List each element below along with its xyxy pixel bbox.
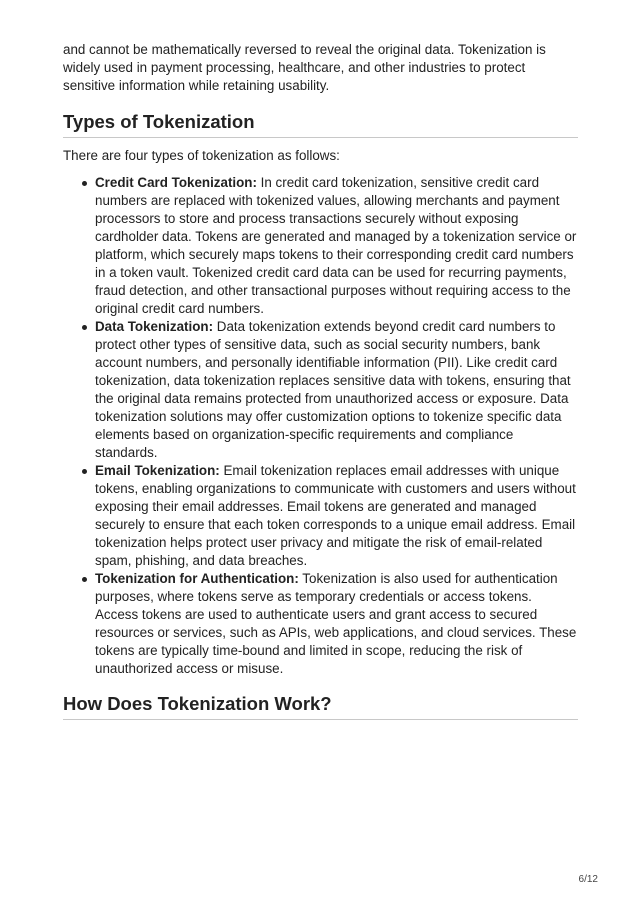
types-heading: Types of Tokenization [63,111,578,138]
bullet-icon [82,577,87,582]
list-item-term: Data Tokenization: [95,319,214,334]
types-list [63,174,578,678]
bullet-icon [82,181,87,186]
list-item-term: Tokenization for Authentication: [95,571,299,586]
list-item-term: Credit Card Tokenization: [95,175,257,190]
types-intro: There are four types of tokenization as follows: [63,148,340,163]
bullet-icon [82,325,87,330]
how-heading: How Does Tokenization Work? [63,693,578,720]
list-item-text: In credit card tokenization, sensitive credit card numbers are replaced with tokenized values, allowing merchants and payment processors to store and process transactions securely without exposing cardholder data. Tokens are generated and managed by a tokenization service or platform, which securely maps tokens to their corresponding credit card numbers in a token vault. Tokenized credit card data can be used for recurring payments, fraud detection, and other transactional purposes without requiring access to the original credit card numbers. [95,175,577,316]
list-item-text: Email tokenization replaces email addresses with unique tokens, enabling organizations to communicate with customers and users without exposing their email addresses. Email tokens are generated and managed securely to ensure that each token corresponds to a unique email address. Email tokenization helps protect user privacy and mitigate the risk of email-related spam, phishing, and data breaches. [95,463,576,568]
list-item-credit-card [95,174,578,318]
list-item-text: Tokenization is also used for authentication purposes, where tokens serve as temporary credentials or access tokens. Access tokens are used to authenticate users and grant access to secured resources or services, such as APIs, web applications, and cloud services. These tokens are typically time-bound and limited in scope, reducing the risk of unauthorized access or misuse. [95,571,577,676]
list-item-term: Email Tokenization: [95,463,220,478]
document-page [63,41,578,720]
list-item-data [95,318,578,462]
list-item-text: Data tokenization extends beyond credit card numbers to protect other types of sensitive data, such as social security numbers, bank account numbers, and personally identifiable information (PII). Like credit card tokenization, data tokenization replaces sensitive data with tokens, ensuring that the original data remains protected from unauthorized access or exposure. Data tokenization solutions may offer customization options to tokenize specific data elements based on organization-specific requirements and compliance standards. [95,319,571,460]
list-item-authentication [95,570,578,678]
page-number: 6/12 [578,874,598,885]
list-item-email [95,462,578,570]
bullet-icon [82,469,87,474]
intro-paragraph: and cannot be mathematically reversed to reveal the original data. Tokenization is widely used in payment processing, healthcare, and other industries to protect sensitive information while retaining usability. [63,42,546,93]
